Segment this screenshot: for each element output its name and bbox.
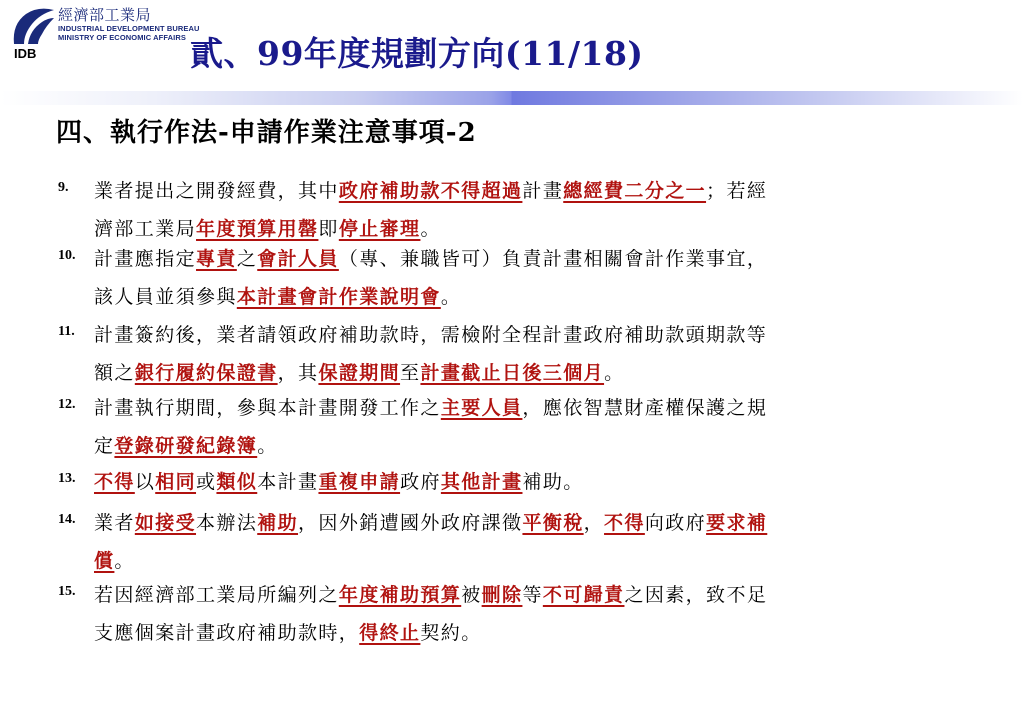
highlight-text: 其他計畫 [440,471,523,493]
item-text-line [94,214,441,241]
org-name-cn: 經濟部工業局 [58,6,152,24]
highlight-text: 類似 [216,471,258,493]
body-text: ，因外銷遭國外政府課徵 [298,512,523,534]
item-number: 13. [58,471,76,486]
section-subtitle: 四、執行作法-申請作業注意事項-2 [56,118,477,148]
body-text: 業者 [94,512,135,534]
body-text: 契約。 [420,622,482,644]
body-text: ；若經 [706,180,768,202]
body-text: 若因經濟部工業局所編列之 [94,584,339,606]
body-text: 即 [318,218,339,240]
slide-title: 貳、99年度規劃方向(11/18) [190,34,644,73]
highlight-text: 保證期間 [318,362,401,384]
body-text: 業者提出之開發經費，其中 [94,180,339,202]
item-text-line [94,358,624,385]
highlight-text: 補助 [257,512,299,534]
idb-logo-icon [10,6,56,46]
item-text-line [94,282,461,309]
highlight-text: 停止審理 [338,218,421,240]
body-text: 或 [196,471,217,493]
body-text: ，應依智慧財產權保護之規 [522,397,768,419]
body-text: 。 [604,362,625,384]
body-text: 計畫執行期間，參與本計畫開發工作之 [94,397,441,419]
body-text: （專、兼職皆可）負責計畫相關會計作業事宜， [338,248,768,270]
body-text: 等 [522,584,543,606]
highlight-text: 年度補助預算 [338,584,462,606]
item-number: 14. [58,512,76,527]
item-number: 12. [58,397,76,412]
body-text: 本辦法 [196,512,258,534]
body-text: 額之 [94,362,135,384]
logo-text: IDB [14,46,37,61]
body-text: 補助。 [522,471,584,493]
body-text: 支應個案計畫政府補助款時， [94,622,360,644]
highlight-text: 平衡稅 [522,512,584,534]
body-text: 至 [400,362,421,384]
highlight-text: 不得 [604,512,645,534]
body-text: 。 [420,218,441,240]
highlight-text: 刪除 [481,584,523,606]
org-name-en-line2: MINISTRY OF ECONOMIC AFFAIRS [58,33,186,42]
highlight-text: 如接受 [134,512,197,534]
highlight-text: 會計人員 [257,248,339,270]
item-text-line [94,618,482,645]
highlight-text: 要求補 [706,512,768,534]
highlight-text: 不得 [94,471,135,493]
highlight-text: 總經費二分之一 [563,180,707,202]
body-text: 。 [114,550,135,572]
body-text: 之 [236,248,258,270]
body-text: 計畫簽約後，業者請領政府補助款時，需檢附全程計畫政府補助款頭期款等 [94,324,768,346]
item-text-line [94,244,767,271]
body-text: 。 [440,286,462,308]
body-text: ，其 [277,362,319,384]
highlight-text: 銀行履約保證書 [134,362,278,384]
highlight-text: 本計畫會計作業說明會 [236,286,441,308]
item-number: 15. [58,584,76,599]
item-text-line [94,467,584,494]
body-text: 計畫應指定 [94,248,197,270]
item-text-line [94,393,767,420]
highlight-text: 相同 [155,471,197,493]
item-number: 9. [58,180,69,195]
body-text: 本計畫 [257,471,319,493]
highlight-text: 年度預算用罄 [196,218,319,240]
highlight-text: 登錄研發紀錄簿 [114,435,258,457]
body-text: 。 [257,435,278,457]
highlight-text: 不可歸責 [542,584,625,606]
item-number: 11. [58,324,75,339]
highlight-text: 主要人員 [440,397,523,419]
body-text: 向政府 [644,512,707,534]
item-text-line [94,546,135,573]
org-name-en-line1: INDUSTRIAL DEVELOPMENT BUREAU [58,24,200,33]
body-text: 被 [461,584,482,606]
body-text: 濟部工業局 [94,218,197,240]
highlight-text: 償 [94,550,115,572]
body-text: ， [583,512,605,534]
item-text-line [94,580,767,607]
body-text: 之因素，致不足 [624,584,768,606]
body-text: 定 [94,435,115,457]
highlight-text: 政府補助款不得超過 [338,180,523,202]
highlight-text: 計畫截止日後三個月 [420,362,605,384]
highlight-text: 得終止 [359,622,421,644]
item-text-line [94,431,278,458]
item-text-line [94,320,767,347]
item-number: 10. [58,248,76,263]
body-text: 該人員並須參與 [94,286,237,308]
highlight-text: 專責 [196,248,237,270]
item-text-line [94,176,767,203]
body-text: 以 [134,471,156,493]
highlight-text: 重複申請 [318,471,401,493]
item-text-line [94,508,767,535]
body-text: 政府 [400,471,441,493]
title-divider-bar [0,91,1023,105]
body-text: 計畫 [522,180,564,202]
